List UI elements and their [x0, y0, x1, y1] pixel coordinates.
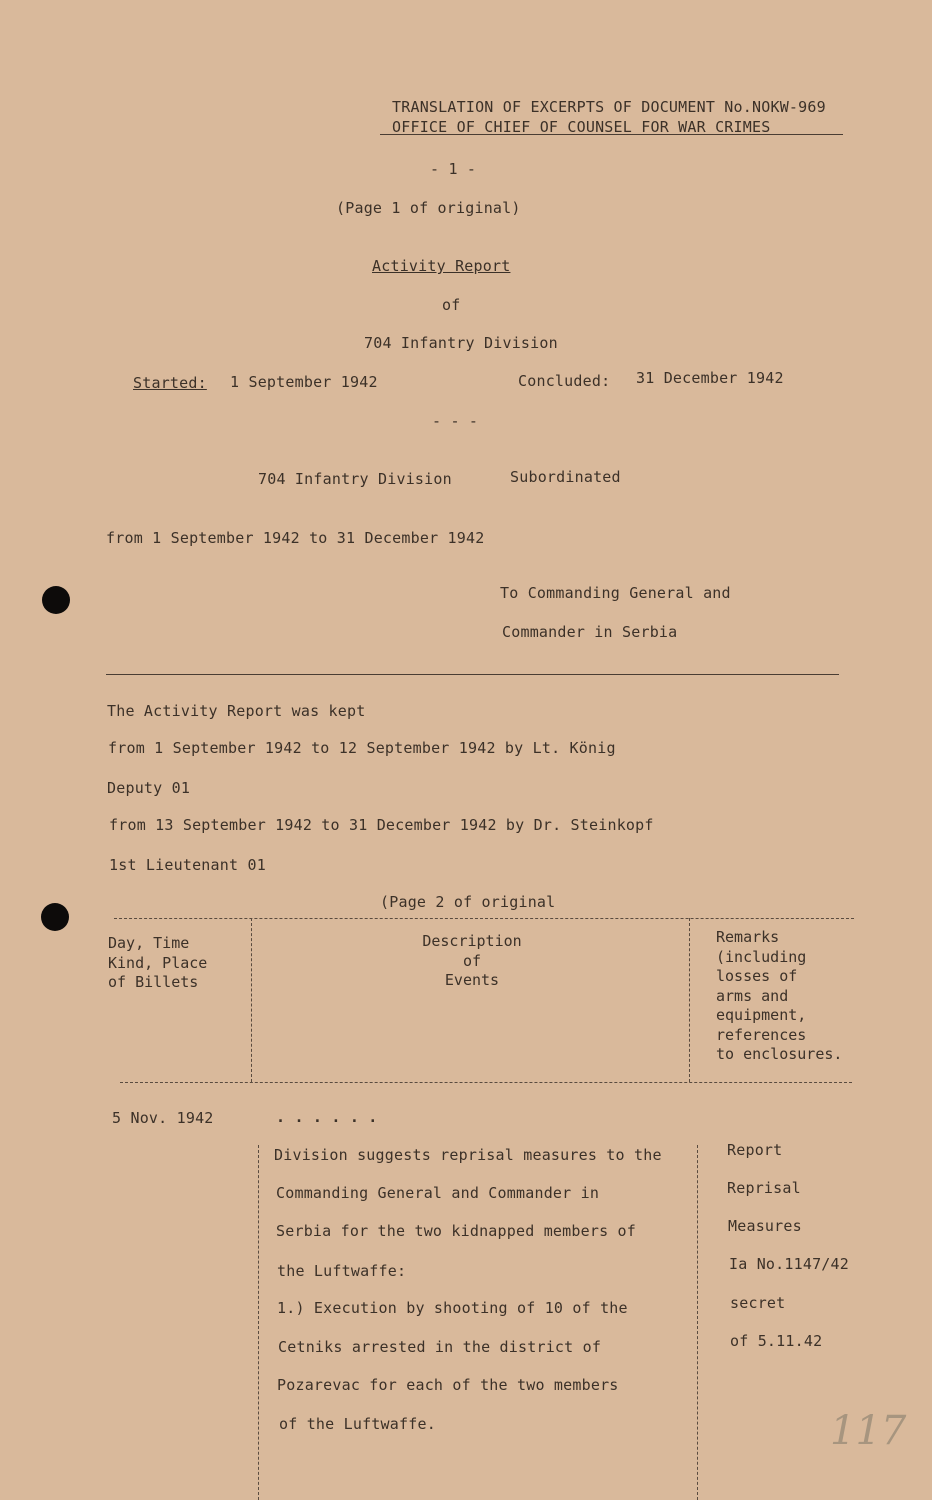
subordinated-division: 704 Infantry Division — [258, 470, 452, 488]
report-title-of: of — [442, 296, 461, 314]
handwritten-page-number: 117 — [830, 1408, 907, 1454]
page-number: - 1 - — [430, 160, 477, 178]
concluded-value: 31 December 1942 — [636, 369, 784, 387]
kept-line4: from 13 September 1942 to 31 December 1942 by Dr. Steinkopf — [109, 816, 654, 834]
table-header-remarks: Remarks (including losses of arms and equipment, references to enclosures. — [716, 928, 843, 1063]
subordinated-to-line2: Commander in Serbia — [502, 623, 678, 641]
kept-line2: from 1 September 1942 to 12 September 1942 by Lt. König — [108, 739, 616, 757]
header-translation-line: TRANSLATION OF EXCERPTS OF DOCUMENT No.NOKW-969 — [392, 98, 826, 116]
page2-of-original: (Page 2 of original — [380, 893, 556, 911]
remarks-line: Measures — [728, 1217, 802, 1235]
table-header-day: Day, Time Kind, Place of Billets — [108, 934, 208, 991]
row-col-divider-1 — [258, 1145, 259, 1500]
description-line: Division suggests reprisal measures to the — [274, 1146, 662, 1164]
started-label: Started: — [133, 374, 207, 392]
header-office-line: OFFICE OF CHIEF OF COUNSEL FOR WAR CRIMES — [392, 118, 771, 136]
report-title: Activity Report — [372, 257, 511, 275]
header-underline — [380, 134, 843, 135]
table-header-rule — [120, 1082, 852, 1083]
description-line: of the Luftwaffe. — [279, 1415, 436, 1433]
kept-line5: 1st Lieutenant 01 — [109, 856, 266, 874]
remarks-line: Reprisal — [727, 1179, 801, 1197]
table-header-description: Description of Events — [422, 932, 522, 989]
remarks-line: of 5.11.42 — [730, 1332, 823, 1350]
remarks-line: Report — [727, 1141, 783, 1159]
report-division: 704 Infantry Division — [364, 334, 558, 352]
row-dots: . . . . . . — [276, 1108, 378, 1126]
subordinated-period: from 1 September 1942 to 31 December 1942 — [106, 529, 485, 547]
punch-hole-top — [42, 586, 70, 614]
separator: - - - — [432, 412, 479, 430]
row-col-divider-2 — [697, 1145, 698, 1500]
started-value: 1 September 1942 — [230, 373, 378, 391]
kept-line1: The Activity Report was kept — [107, 702, 366, 720]
kept-line3: Deputy 01 — [107, 779, 191, 797]
section-divider — [106, 674, 839, 675]
table-col-divider-1 — [251, 918, 252, 1082]
description-line: the Luftwaffe: — [277, 1262, 407, 1280]
page-of-original: (Page 1 of original) — [336, 199, 521, 217]
description-line: Pozarevac for each of the two members — [277, 1376, 619, 1394]
remarks-line: Ia No.1147/42 — [729, 1255, 849, 1273]
table-col-divider-2 — [689, 918, 690, 1082]
description-line: 1.) Execution by shooting of 10 of the — [277, 1299, 628, 1317]
concluded-label: Concluded: — [518, 372, 611, 390]
remarks-line: secret — [730, 1294, 786, 1312]
description-line: Serbia for the two kidnapped members of — [276, 1222, 636, 1240]
subordinated-word: Subordinated — [510, 468, 621, 486]
punch-hole-bottom — [41, 903, 69, 931]
description-line: Commanding General and Commander in — [276, 1184, 600, 1202]
description-line: Cetniks arrested in the district of — [278, 1338, 602, 1356]
subordinated-to-line1: To Commanding General and — [500, 584, 731, 602]
table-top-rule — [114, 918, 854, 919]
row-date: 5 Nov. 1942 — [112, 1109, 214, 1127]
